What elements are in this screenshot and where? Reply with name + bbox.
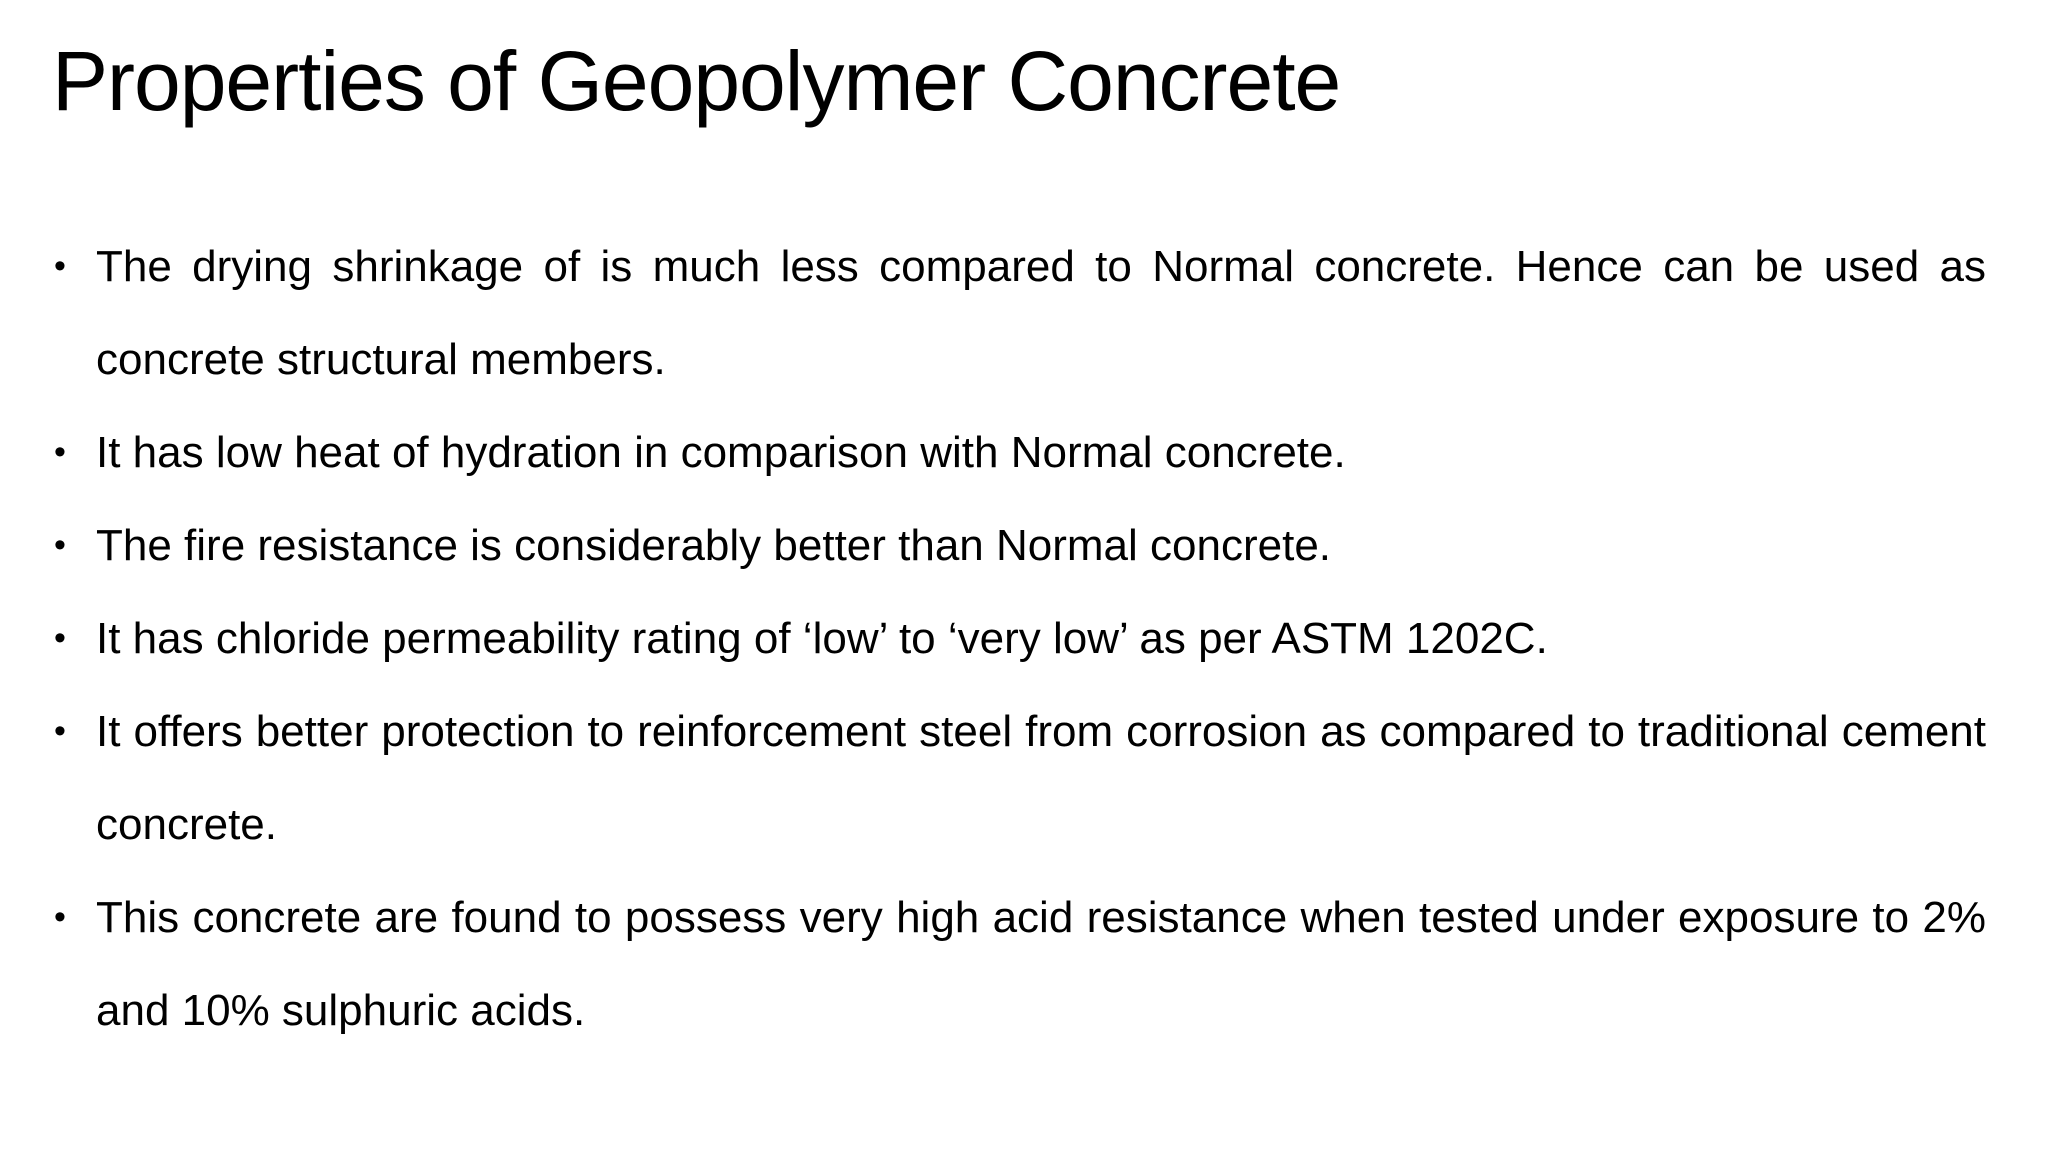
bullet-text: It has low heat of hydration in comparison with Normal concrete. [96, 428, 1346, 477]
bullet-text: This concrete are found to possess very high acid resistance when tested under exposure to 2% and 10% sulphuric acids. [96, 893, 1986, 1035]
bullet-icon: • [54, 898, 66, 936]
bullet-text: It has chloride permeability rating of ‘low’ to ‘very low’ as per ASTM 1202C. [96, 614, 1548, 663]
bullet-icon: • [54, 619, 66, 657]
bullet-icon: • [54, 712, 66, 750]
bullet-text: The drying shrinkage of is much less compared to Normal concrete. Hence can be used as concrete structural members. [96, 242, 1986, 384]
bullet-item-5 [52, 685, 1986, 871]
bullet-icon: • [54, 433, 66, 471]
bullet-item-6 [52, 871, 1986, 1057]
bullet-icon: • [54, 247, 66, 285]
slide-title: Properties of Geopolymer Concrete [52, 34, 1341, 128]
bullet-icon: • [54, 526, 66, 564]
bullet-text: It offers better protection to reinforcement steel from corrosion as compared to traditional cement concrete. [96, 707, 1986, 849]
bullet-item-3 [52, 499, 1986, 592]
bullet-item-1 [52, 220, 1986, 406]
bullet-item-2 [52, 406, 1986, 499]
bullet-text: The fire resistance is considerably better than Normal concrete. [96, 521, 1332, 570]
bullet-item-4 [52, 592, 1986, 685]
bullet-list [52, 220, 1986, 1057]
